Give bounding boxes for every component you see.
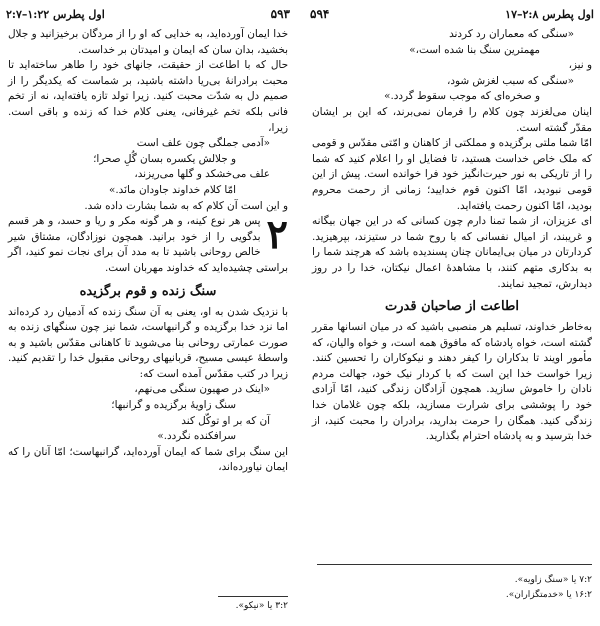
paragraph: و نیز، — [568, 59, 592, 72]
chapter-number: ۲ — [266, 211, 288, 259]
section-heading: سنگ زنده و قوم برگزیده — [79, 283, 217, 299]
running-reference: اول پطرس ۱:۲۲–۲:۷ — [6, 7, 105, 21]
page-header — [310, 4, 594, 24]
poetry-quote — [312, 27, 592, 58]
paragraph: حال که با اطاعت از حقیقت، جانهای خود را طاهر ساخته‌اید تا محبت برادرانهٔ بی‌ریا داشته باشید، بر شماست که یکدیگر را از صمیم دل به شدّت محبت کنید. زیرا تولد تازه یافته‌اید، نه از تخم فانی بلکه تخم غیرفانی، یعنی کلام خدا که زنده و باقی است. زیرا، — [8, 59, 288, 134]
poem-line: سنگ زاویهٔ برگزیده و گرانبها؛ — [111, 399, 236, 412]
paragraph: با نزدیک شدن به او، یعنی به آن سنگ زنده که آدمیان رد کرده‌اند اما نزد خدا برگزیده و گرانبهاست، شما نیز چون سنگهای زنده به صورت عمارتی روحانی بنا می‌شوید تا کاهنانی مقدّس باشید و به واسطهٔ عیسی مسیح، قربانیهای روحانی مقبول خدا را تقدیم کنید. زیرا در کتب مقدّس آمده است که: — [8, 305, 288, 380]
paragraph: به‌خاطر خداوند، تسلیم هر منصبی باشید که در میان انسانها مقرر گشته است، خواه پادشاه که مافوق همه است، و خواه والیان، که مأمور اویند تا بدکاران را کیفر دهند و نیکوکاران را تحسین کنند. زیرا خواست خدا این است که با کردار نیک خود، جهالت مردم نادان را خاموش سازید. همچون آزادگان زندگی کنید، امّا آزادی خود را پوششی برای شرارت مسازید، بلکه چون غلامان خدا زندگی کنید. همگان را حرمت بدارید، برادران را محبت کنید، از خدا بترسید و به پادشاه احترام بگذارید. — [312, 321, 592, 443]
poem-line: «سنگی که سبب لغزش شود، — [446, 74, 574, 87]
poetry-quote — [8, 136, 288, 198]
paragraph: پس هر نوع کینه، و هر گونه مکر و ریا و حسد، و هر قسم بدگویی را از خود برانید. همچون نوزادگان، مشتاق شیر خالص روحانی باشید تا به مدد آن برای نجات نمو کنید، اگر براستی چشیده‌اید که خداوند مهربان است. — [8, 215, 288, 274]
gutter — [299, 8, 300, 618]
page-number: ۵۹۴ — [310, 7, 330, 21]
running-reference: اول پطرس ۲:۸–۱۷ — [505, 7, 594, 21]
paragraph: خدا ایمان آورده‌اید، به خدایی که او را از مردگان برخیزانید و جلال بخشید، بدان سان که ایمان و امیدتان بر خداست. — [8, 28, 288, 56]
footnote: ۱۶:۲ یا «خدمتگزاران». — [505, 590, 592, 600]
poem-line: امّا کلام خداوند جاودان مانَد.» — [108, 183, 236, 196]
poem-line: و صخره‌ای که موجب سقوط گردد.» — [384, 90, 540, 103]
footnote: ۳:۲ یا «نیکو». — [235, 601, 288, 611]
page-body — [8, 27, 288, 476]
page-body — [312, 27, 592, 445]
page-number: ۵۹۳ — [270, 7, 290, 21]
footnote-rule — [317, 564, 592, 565]
page-header — [6, 4, 290, 24]
poem-line: سرافکنده نگردد.» — [157, 430, 236, 443]
poem-line: «سنگی که معماران رد کردند — [449, 28, 574, 40]
poem-line: آن که بر او توکّل کند — [181, 414, 270, 427]
paragraph: و این است آن کلام که به شما بشارت داده شد. — [84, 199, 288, 212]
poem-line: علف می‌خشکد و گلها می‌ریزند، — [134, 168, 270, 181]
paragraph: این سنگ برای شما که ایمان آورده‌اید، گرانبهاست؛ امّا آنان را که ایمان نیاورده‌اند، — [8, 445, 288, 474]
poetry-quote — [8, 382, 288, 444]
page-593 — [0, 0, 296, 626]
footnote: ۷:۲ یا «سنگ زاویه». — [514, 575, 592, 585]
poem-line: «اینک در صهیون سنگی می‌نهم، — [134, 383, 270, 396]
paragraph: اینان می‌لغزند چون کلام را فرمان نمی‌برند، که این بر ایشان مقدّر گشته است. — [312, 105, 592, 134]
poem-line: «آدمی جملگی چون علف است — [136, 137, 270, 150]
footnote-rule — [218, 596, 288, 597]
paragraph: امّا شما ملتی برگزیده و مملکتی از کاهنان و امّتی مقدّس و قومی که ملک خاص خداست هستید، تا فضایل او را اعلام کنید که شما را از تاریکی به نور حیرت‌انگیز خود فرا خوانده است. پیش از این قومی نبودید، امّا اکنون قوم خدایید؛ زمانی از رحمت محروم بودید، امّا اکنون رحمت یافته‌اید. — [312, 137, 592, 212]
section-heading: اطاعت از صاحبان قدرت — [385, 299, 519, 315]
poem-line: مهمترین سنگ بنا شده است،» — [409, 43, 540, 56]
page-594 — [304, 0, 600, 626]
poetry-quote — [312, 74, 592, 105]
paragraph: ای عزیزان، از شما تمنا دارم چون کسانی که در این جهان بیگانه و غریبند، از امیال نفسانی که با روح شما در ستیزند، بپرهیزید. کردارتان در میان بی‌ایمانان چنان پسندیده باشد که هرچند شما را به بدکاری متهم کنند، با مشاهدهٔ اعمال نیکتان، خدا را در روز دیدارش، تمجید نمایند. — [312, 215, 592, 290]
poem-line: و جلالش یکسره بسان گُلِ صحرا؛ — [93, 152, 236, 165]
